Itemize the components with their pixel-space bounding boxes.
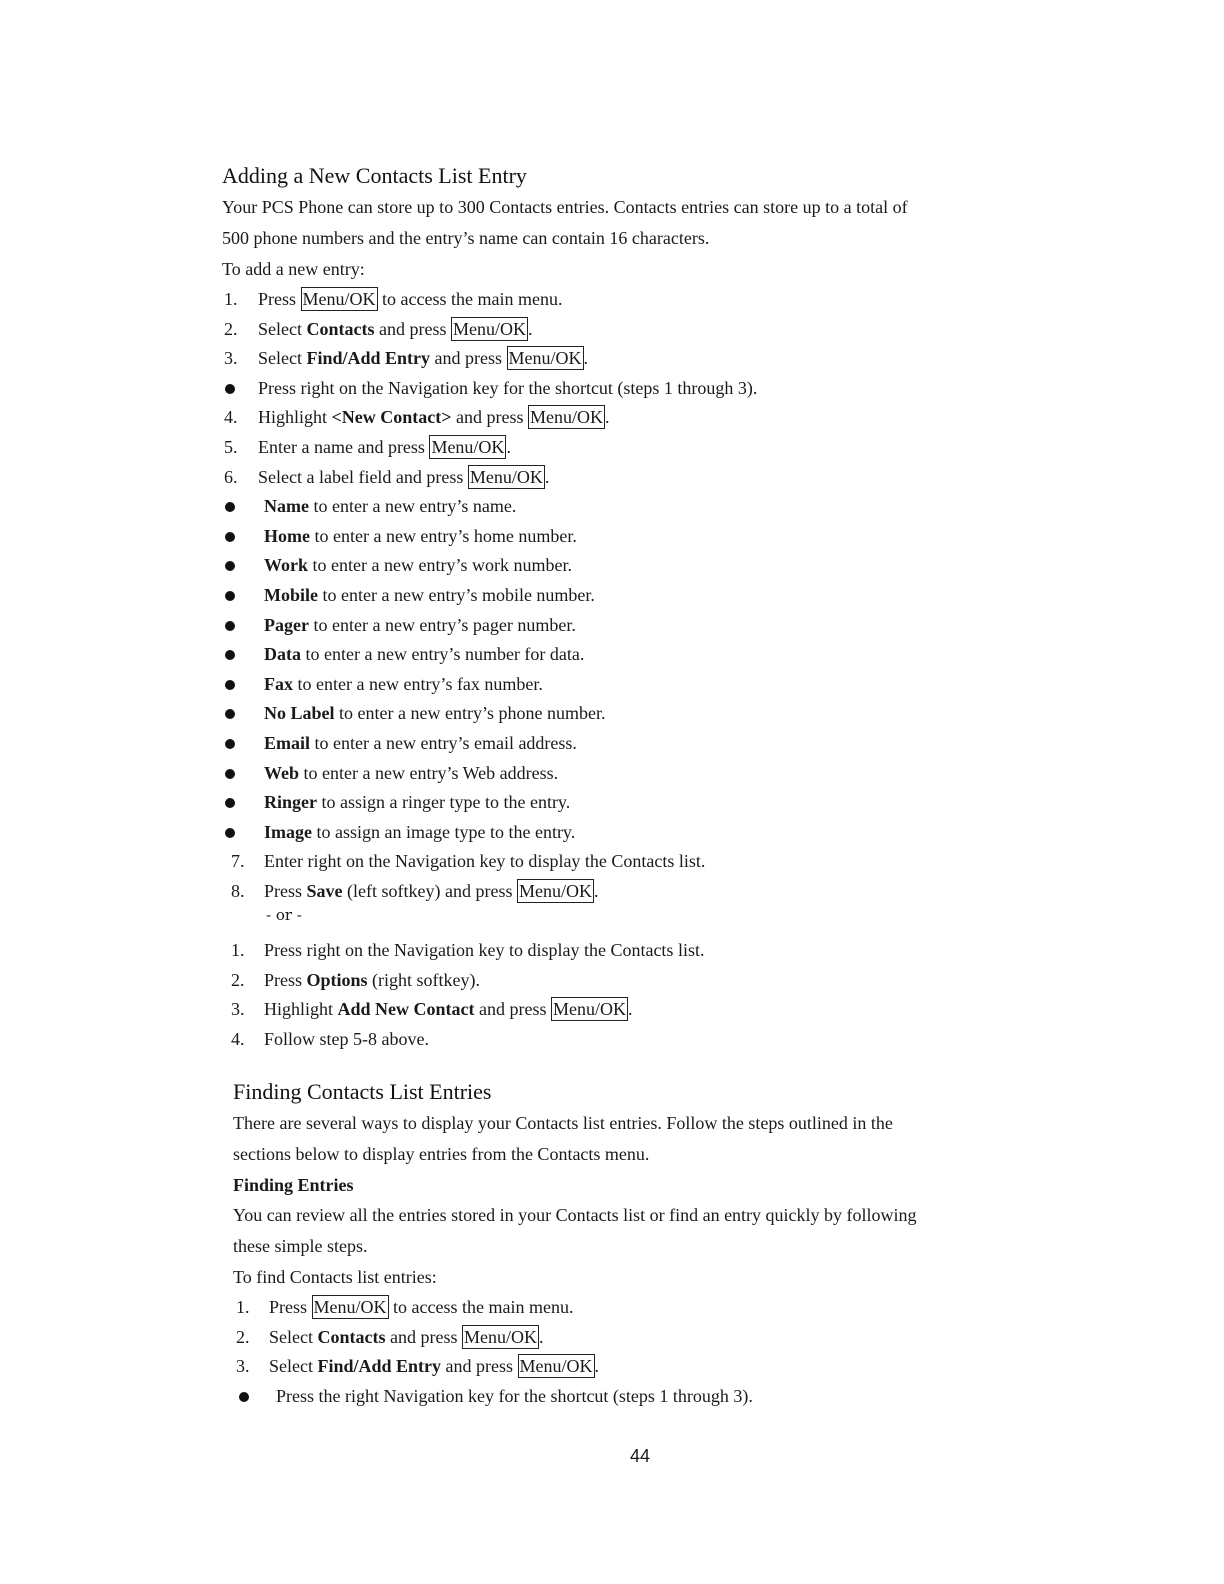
bold-term: Add New Contact: [337, 999, 475, 1020]
step-text: Home to enter a new entry’s home number.: [264, 525, 577, 546]
intro-line: Your PCS Phone can store up to 300 Contacts entries. Contacts entries can store up to a total of: [222, 197, 908, 217]
step-text: Enter a name and press Menu/OK .: [258, 436, 511, 457]
step-number: 1.: [236, 1297, 250, 1317]
step-text: Image to assign an image type to the entry.: [264, 821, 576, 842]
bold-term: Options: [306, 969, 368, 990]
bold-term: No Label: [264, 703, 335, 724]
step-item: [0, 877, 1224, 907]
menu-ok-key: Menu/OK: [302, 289, 376, 309]
section-adding-entry: [0, 160, 1224, 1054]
bold-term: Data: [264, 644, 301, 665]
menu-ok-key: Menu/OK: [518, 880, 592, 901]
step-item: [0, 1293, 1224, 1323]
bullet-item: [0, 611, 1224, 641]
step-text: Ringer to assign a ringer type to the entry.: [264, 792, 571, 813]
bullet-item: [0, 670, 1224, 700]
section-title: Finding Contacts List Entries: [233, 1079, 492, 1104]
step-item: [0, 966, 1224, 996]
step-text: Name to enter a new entry’s name.: [264, 496, 517, 517]
bullet-icon: [225, 650, 235, 660]
lead-text: To find Contacts list entries:: [233, 1267, 437, 1287]
step-text: Highlight <New Contact> and press Menu/OK .: [258, 407, 610, 428]
step-item: [0, 403, 1224, 433]
bullet-item: [0, 551, 1224, 581]
menu-ok-key: Menu/OK: [469, 466, 543, 487]
bullet-icon: [225, 621, 235, 631]
step-text: Press Options (right softkey).: [264, 969, 481, 990]
step-number: 5.: [224, 436, 238, 457]
intro-paragraph: [222, 192, 1052, 254]
step-number: 8.: [231, 880, 245, 901]
sub-intro-paragraph: [233, 1200, 1053, 1262]
bold-term: Mobile: [264, 584, 318, 605]
bullet-icon: [225, 828, 235, 838]
menu-ok-key: Menu/OK: [313, 1297, 387, 1317]
step-text: Mobile to enter a new entry’s mobile number.: [264, 584, 595, 605]
bullet-icon: [225, 561, 235, 571]
step-number: 3.: [231, 999, 245, 1020]
section-finding-entries: [0, 1076, 1224, 1411]
bold-term: Web: [264, 762, 300, 783]
bullet-item: [0, 640, 1224, 670]
step-text: Press the right Navigation key for the shortcut (steps 1 through 3).: [276, 1385, 753, 1406]
subheading: Finding Entries: [233, 1175, 354, 1195]
step-text: Select a label field and press Menu/OK .: [258, 466, 550, 487]
bold-term: <New Contact>: [331, 407, 452, 428]
menu-ok-key: Menu/OK: [431, 436, 505, 457]
step-text: Press right on the Navigation key for the shortcut (steps 1 through 3).: [258, 377, 758, 398]
step-item: [0, 285, 1224, 315]
bold-term: Name: [264, 496, 309, 517]
page-number: 44: [629, 1446, 651, 1466]
intro-line: sections below to display entries from the Contacts menu.: [233, 1144, 650, 1164]
menu-ok-key: Menu/OK: [463, 1326, 537, 1347]
bold-term: Contacts: [317, 1326, 386, 1347]
or-separator: [0, 906, 1224, 936]
bullet-item: [0, 729, 1224, 759]
section-title: Adding a New Contacts List Entry: [222, 163, 527, 188]
step-text: Select Contacts and press Menu/OK .: [258, 318, 533, 339]
or-text: - or -: [266, 906, 302, 925]
bullet-icon: [225, 709, 235, 719]
step-number: 1.: [224, 289, 238, 309]
steps-list: [0, 1293, 1224, 1411]
intro-line: these simple steps.: [233, 1236, 368, 1256]
bullet-icon: [225, 502, 235, 512]
step-number: 3.: [236, 1356, 250, 1377]
step-number: 7.: [231, 851, 245, 872]
bullet-icon: [225, 384, 235, 394]
bold-term: Save: [306, 880, 343, 901]
step-text: Select Find/Add Entry and press Menu/OK .: [258, 348, 589, 369]
bold-term: Pager: [264, 614, 309, 635]
step-item: [0, 463, 1224, 493]
step-text: Press Save (left softkey) and press Menu/OK .: [264, 880, 599, 901]
bullet-icon: [225, 591, 235, 601]
step-text: Press Menu/OK to access the main menu.: [258, 289, 563, 309]
menu-ok-key: Menu/OK: [508, 348, 582, 369]
bullet-item: [0, 374, 1224, 404]
bold-term: Home: [264, 525, 310, 546]
step-number: 4.: [224, 407, 238, 428]
bullet-item: [0, 522, 1224, 552]
bullet-icon: [225, 798, 235, 808]
step-text: Pager to enter a new entry’s pager number.: [264, 614, 576, 635]
step-number: 2.: [231, 969, 245, 990]
bullet-icon: [225, 739, 235, 749]
bullet-item: [0, 818, 1224, 848]
bullet-item: [0, 759, 1224, 789]
step-item: [0, 995, 1224, 1025]
bold-term: Fax: [264, 673, 293, 694]
step-item: [0, 344, 1224, 374]
step-text: Press Menu/OK to access the main menu.: [269, 1297, 574, 1317]
step-text: Enter right on the Navigation key to display the Contacts list.: [264, 851, 706, 872]
intro-line: There are several ways to display your Contacts list entries. Follow the steps outlined in the: [233, 1113, 893, 1133]
menu-ok-key: Menu/OK: [530, 407, 603, 428]
steps-list: [0, 285, 1224, 906]
intro-paragraph: [233, 1108, 1053, 1170]
step-item: [0, 936, 1224, 966]
bullet-item: [0, 788, 1224, 818]
step-text: Select Contacts and press Menu/OK .: [269, 1326, 544, 1347]
menu-ok-key: Menu/OK: [452, 318, 526, 339]
bullet-icon: [225, 680, 235, 690]
step-text: Select Find/Add Entry and press Menu/OK .: [269, 1356, 600, 1377]
bullet-icon: [239, 1392, 249, 1402]
lead-text: To add a new entry:: [222, 259, 365, 279]
bullet-item: [0, 492, 1224, 522]
step-text: Follow step 5-8 above.: [264, 1028, 429, 1049]
step-item: [0, 1352, 1224, 1382]
step-number: 6.: [224, 466, 238, 487]
bold-term: Email: [264, 732, 311, 753]
bold-term: Find/Add Entry: [317, 1356, 442, 1377]
step-number: 1.: [231, 940, 245, 961]
bold-term: Work: [264, 555, 309, 576]
step-number: 3.: [224, 348, 238, 369]
step-number: 2.: [236, 1326, 250, 1347]
bullet-item: [0, 1382, 1224, 1412]
step-text: Web to enter a new entry’s Web address.: [264, 762, 559, 783]
step-item: [0, 315, 1224, 345]
intro-line: You can review all the entries stored in your Contacts list or find an entry quickly by following: [233, 1205, 917, 1225]
step-text: No Label to enter a new entry’s phone number.: [264, 703, 606, 724]
step-text: Fax to enter a new entry’s fax number.: [264, 673, 543, 694]
intro-line: 500 phone numbers and the entry’s name can contain 16 characters.: [222, 228, 710, 248]
step-item: [0, 433, 1224, 463]
bullet-icon: [225, 769, 235, 779]
step-number: 2.: [224, 318, 238, 339]
bullet-item: [0, 699, 1224, 729]
step-item: [0, 1323, 1224, 1353]
step-number: 4.: [231, 1028, 245, 1049]
step-text: Email to enter a new entry’s email address.: [264, 732, 577, 753]
bold-term: Image: [264, 821, 312, 842]
step-item: [0, 1025, 1224, 1055]
bullet-icon: [225, 532, 235, 542]
menu-ok-key: Menu/OK: [553, 999, 626, 1020]
menu-ok-key: Menu/OK: [519, 1356, 593, 1377]
bold-term: Find/Add Entry: [306, 348, 431, 369]
step-item: [0, 847, 1224, 877]
step-text: Data to enter a new entry’s number for data.: [264, 644, 585, 665]
step-text: Work to enter a new entry’s work number.: [264, 555, 572, 576]
step-text: Highlight Add New Contact and press Menu/OK .: [264, 999, 633, 1020]
step-text: Press right on the Navigation key to display the Contacts list.: [264, 940, 705, 961]
bullet-item: [0, 581, 1224, 611]
bold-term: Ringer: [264, 792, 317, 813]
bold-term: Contacts: [306, 318, 375, 339]
alt-steps-list: [0, 936, 1224, 1054]
